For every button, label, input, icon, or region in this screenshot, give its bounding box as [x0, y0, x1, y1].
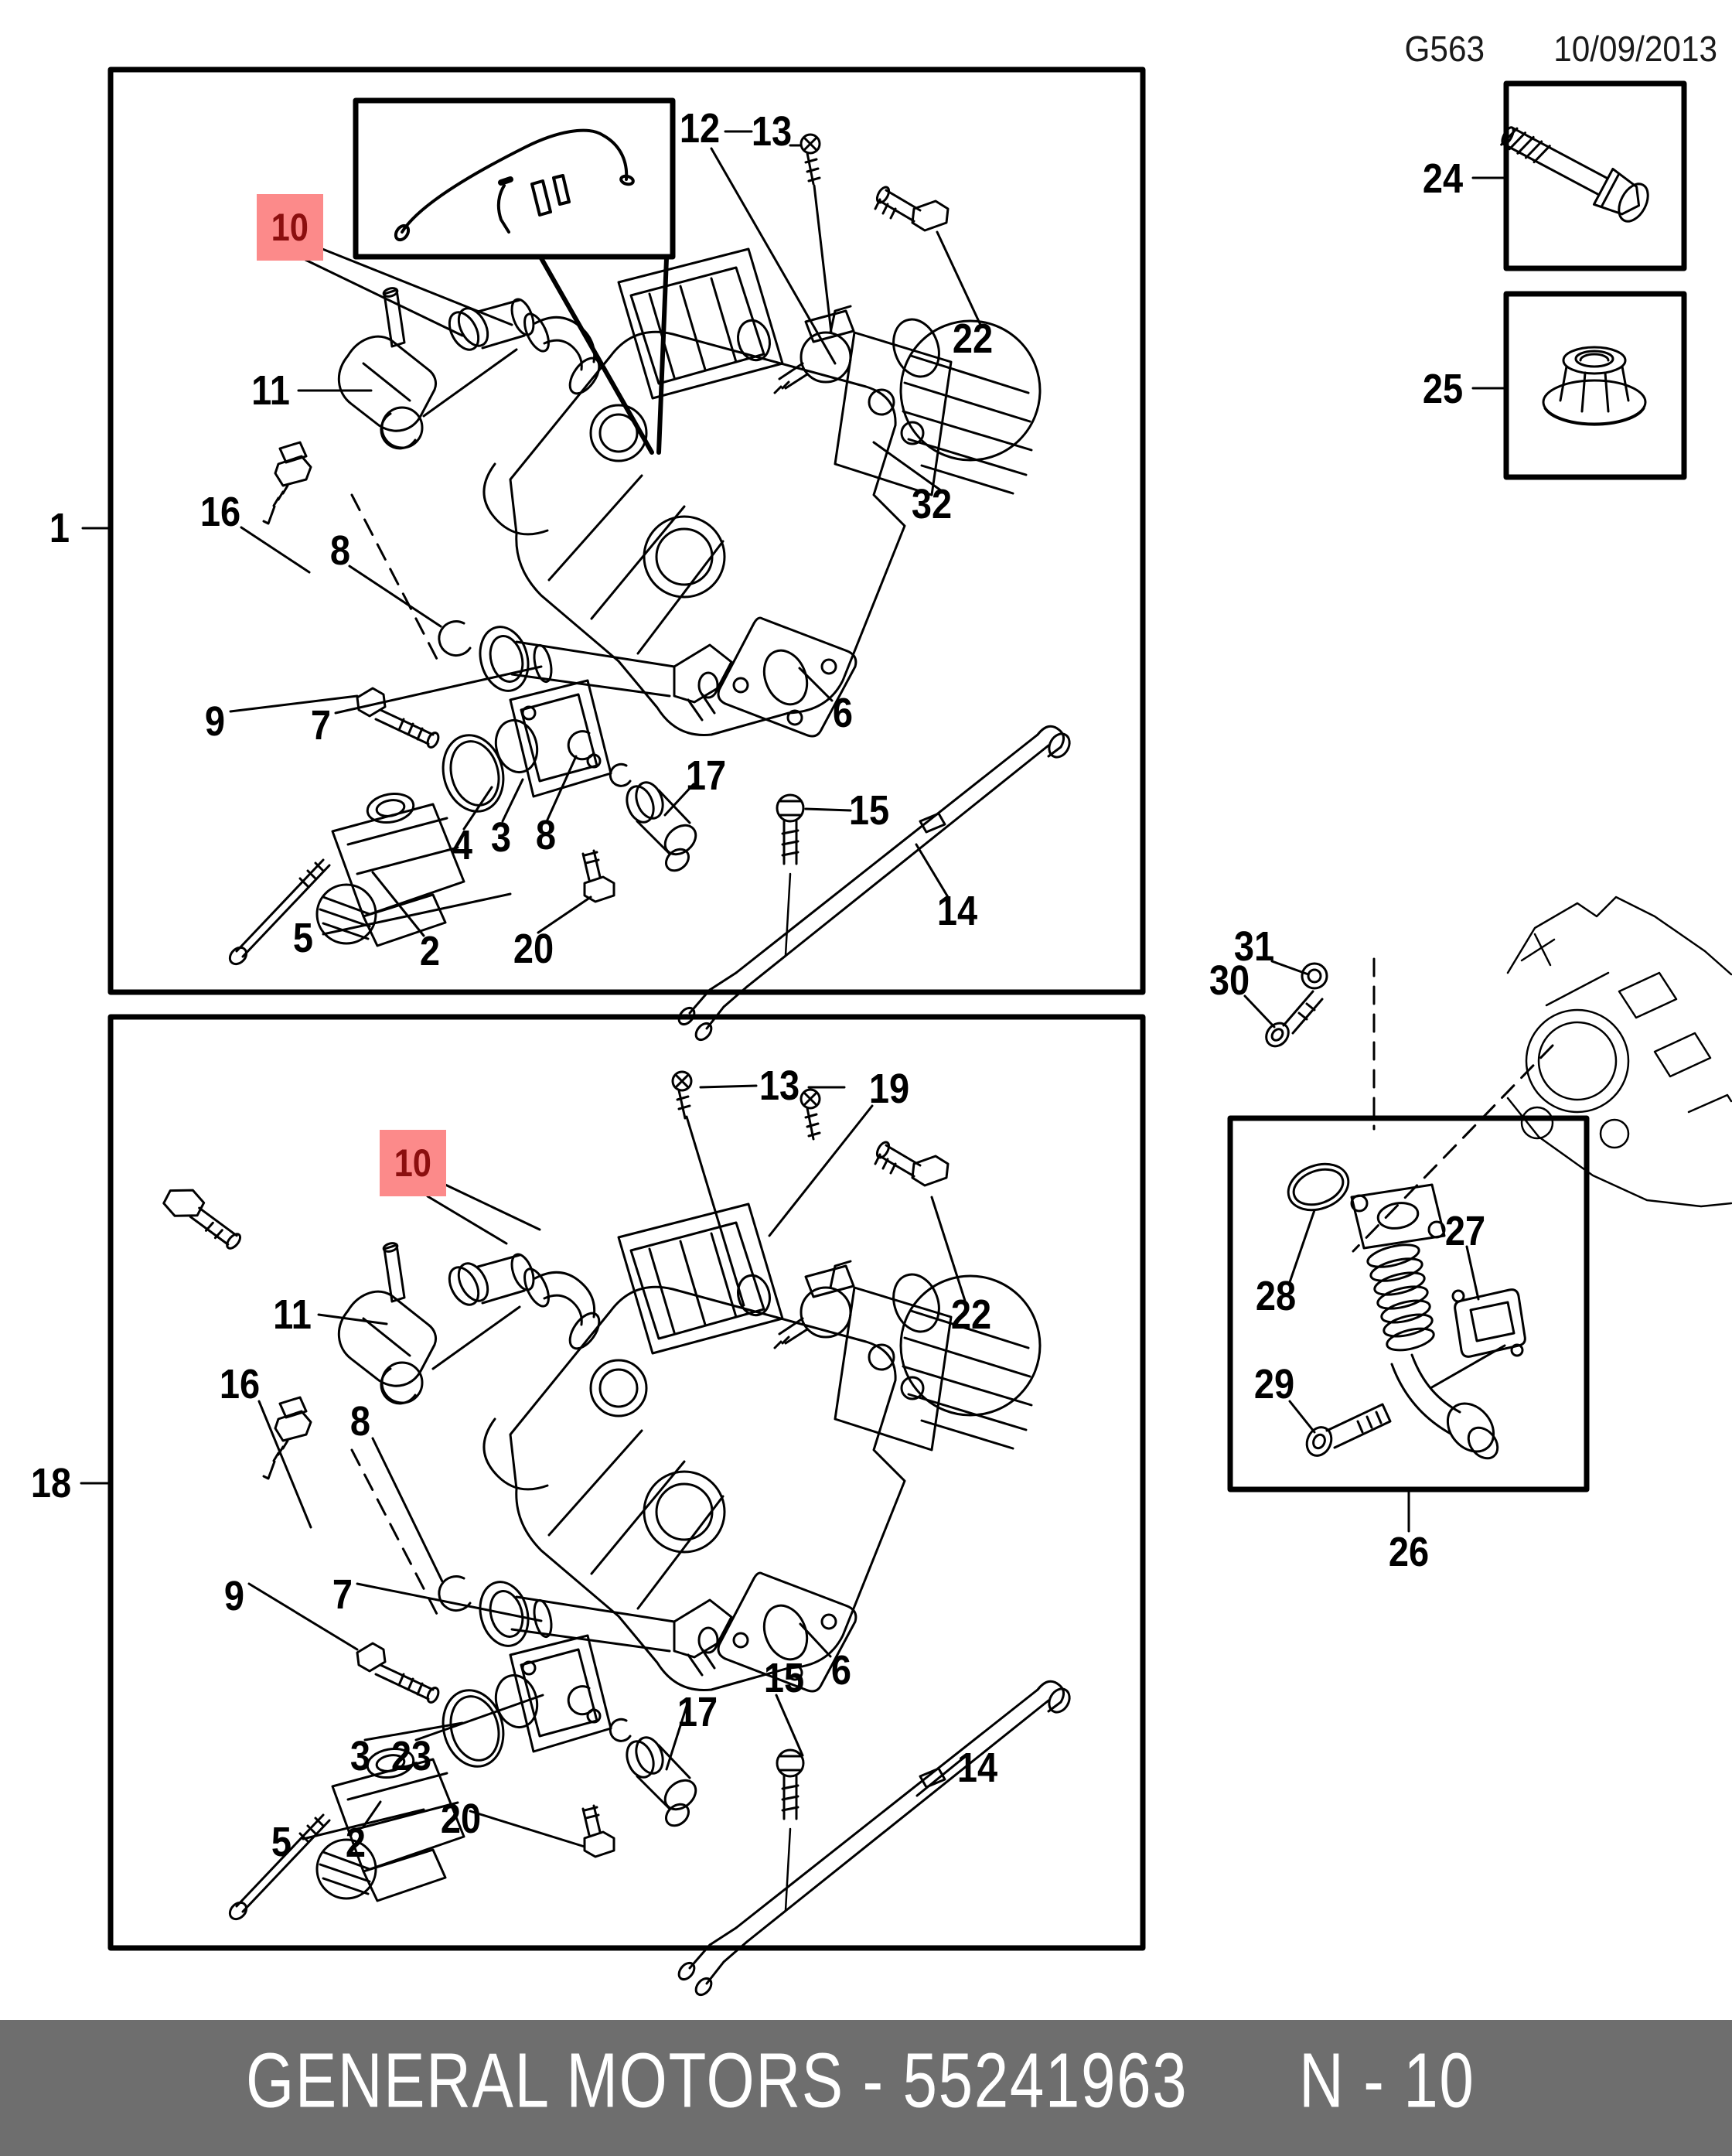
part-label-20: 20 [440, 1796, 482, 1842]
part-label-29: 29 [1253, 1361, 1295, 1407]
part-label-26: 26 [1388, 1529, 1430, 1575]
leader-line [1467, 1247, 1478, 1299]
leader-line [547, 756, 576, 820]
part-label-11: 11 [251, 367, 290, 414]
part-label-6: 6 [832, 690, 854, 736]
part-label-14: 14 [936, 888, 978, 934]
leader-line [445, 1185, 540, 1230]
part-label-22: 22 [952, 316, 994, 362]
callout-box-24 [1506, 84, 1684, 268]
part-label-20: 20 [513, 926, 554, 972]
part-label-16: 16 [199, 489, 241, 535]
part-label-17: 17 [685, 752, 727, 799]
part-label-7: 7 [332, 1571, 353, 1618]
part-label-31: 31 [1233, 923, 1275, 970]
part-label-30: 30 [1209, 957, 1250, 1004]
leader-line [1272, 961, 1308, 974]
part-label-27: 27 [1444, 1208, 1486, 1254]
part-label-8: 8 [535, 812, 557, 858]
part-label-1: 1 [49, 505, 70, 551]
part-label-23: 23 [390, 1733, 432, 1779]
leader-line [470, 1811, 585, 1847]
footer-page-ref: N - 10 [1299, 2037, 1475, 2124]
footer-bar [0, 2020, 1732, 2156]
callout-box-25 [1506, 294, 1684, 477]
part-label-highlighted-10 [380, 1130, 446, 1196]
leader-line [433, 1307, 520, 1369]
part-label-4: 4 [452, 822, 473, 868]
part-label-15: 15 [848, 787, 890, 834]
part-label-14: 14 [956, 1745, 998, 1791]
part-label-8: 8 [329, 527, 351, 574]
part-label-8: 8 [349, 1398, 371, 1445]
part-label-17: 17 [677, 1689, 718, 1735]
leader-line [259, 1401, 311, 1527]
part-label-24: 24 [1422, 155, 1464, 202]
part-label-19: 19 [868, 1066, 910, 1112]
part-label-9: 9 [204, 698, 226, 745]
leader-line [230, 696, 357, 711]
part-label-13: 13 [759, 1063, 800, 1109]
leader-line [769, 1106, 872, 1236]
part-label-2: 2 [345, 1820, 367, 1866]
part-label-18: 18 [30, 1460, 72, 1506]
nut-25-art [1543, 347, 1645, 425]
part-label-32: 32 [911, 481, 953, 527]
leader-line [241, 527, 309, 572]
leader-line [687, 1117, 744, 1305]
leader-line [428, 1196, 506, 1243]
part-label-11: 11 [273, 1291, 312, 1338]
part-label-5: 5 [271, 1819, 292, 1865]
part-label-12: 12 [679, 105, 721, 152]
part-label-22: 22 [950, 1291, 992, 1338]
leader-line [814, 186, 831, 333]
part-label-3: 3 [490, 814, 512, 861]
part-label-highlighted-10 [257, 194, 323, 261]
leader-line [1430, 1346, 1505, 1388]
part-label-7: 7 [310, 702, 332, 749]
main-diagram-frame-18 [111, 1017, 1143, 1948]
footer-part-number: GENERAL MOTORS - 55241963 [246, 2037, 1188, 2124]
highlighted-part-number-text: 10 [271, 206, 309, 249]
part-label-6: 6 [830, 1647, 852, 1694]
bolt-24-art [1495, 116, 1653, 226]
egr-pipe-26-art [1262, 964, 1526, 1464]
part-label-28: 28 [1255, 1273, 1297, 1319]
figure-code: G563 [1404, 29, 1485, 69]
part-label-13: 13 [751, 108, 793, 155]
leader-line [541, 258, 652, 452]
engine-ghost-art [1508, 897, 1731, 1206]
highlighted-part-number-text: 10 [394, 1141, 432, 1185]
part-label-2: 2 [419, 928, 441, 974]
leader-line [806, 809, 851, 810]
leader-line [352, 1450, 437, 1614]
part-label-16: 16 [219, 1361, 261, 1407]
part-label-3: 3 [349, 1733, 371, 1779]
leader-line [701, 1086, 756, 1087]
leader-line [937, 232, 980, 325]
leader-line [776, 1695, 803, 1755]
leader-line [349, 566, 441, 626]
part-label-25: 25 [1422, 366, 1464, 412]
part-label-15: 15 [763, 1655, 805, 1701]
hose-kit-inset-art [394, 131, 634, 243]
leader-line [373, 872, 424, 936]
part-label-9: 9 [223, 1573, 245, 1619]
leader-line [1290, 1210, 1314, 1282]
leader-line [319, 1315, 387, 1324]
leader-line [424, 350, 517, 416]
leader-line [357, 1584, 541, 1621]
part-label-5: 5 [292, 915, 314, 961]
figure-date: 10/09/2013 [1553, 29, 1718, 69]
leader-line [305, 260, 462, 336]
